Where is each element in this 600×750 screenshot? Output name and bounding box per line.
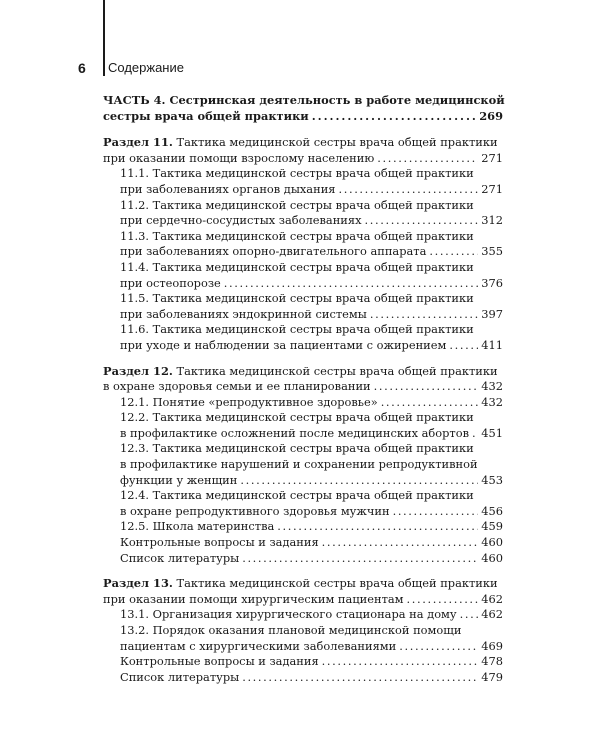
toc-subsection-title-line: 11.6. Тактика медицинской сестры врача общей практики [120, 322, 474, 337]
toc-subsection-title-line: 12.5. Школа материнства [120, 519, 275, 534]
toc-subsection-title-line: при заболеваниях эндокринной системы [120, 306, 367, 321]
toc-subsection-title-line: 11.3. Тактика медицинской сестры врача общей практики [120, 228, 474, 243]
toc-section-title-line1: Тактика медицинской сестры врача общей практики [176, 135, 498, 150]
dot-leader [224, 276, 478, 292]
toc-section-line [103, 576, 503, 592]
dot-leader [472, 426, 478, 442]
toc-page-number: 355 [481, 244, 503, 259]
toc-subsection-entry [103, 519, 503, 535]
toc-subsection-entry [103, 166, 503, 197]
dot-leader [365, 213, 479, 229]
toc-subsection-entry [103, 198, 503, 229]
toc-subsection-title-line: пациентам с хирургическими заболеваниями [120, 638, 397, 653]
toc-subsection-title-line: при уходе и наблюдении за пациентами с ожирением [120, 337, 447, 352]
toc-page-number: 312 [481, 213, 503, 228]
dot-leader [393, 504, 479, 520]
toc-line [120, 307, 503, 323]
toc-subsection-title-line: при остеопорозе [120, 275, 221, 290]
toc-subsection-title-line: 13.1. Организация хирургического стационара на дому [120, 607, 457, 622]
table-of-contents [103, 93, 503, 685]
toc-page-number: 462 [481, 607, 503, 622]
dot-leader [277, 519, 478, 535]
dot-leader [381, 395, 479, 411]
toc-line [120, 276, 503, 292]
toc-line [120, 213, 503, 229]
dot-leader [242, 551, 478, 567]
dot-leader [312, 109, 476, 125]
toc-part-line [103, 93, 503, 109]
toc-part-label: ЧАСТЬ 4. [103, 93, 166, 107]
toc-line [120, 535, 503, 551]
toc-line [120, 182, 503, 198]
toc-subsection-entry [103, 488, 503, 519]
toc-section-title-line2: в охране здоровья семьи и ее планировании [103, 379, 371, 394]
toc-page-number: 269 [479, 108, 503, 123]
toc-subsection-entry [103, 291, 503, 322]
toc-line [120, 639, 503, 655]
toc-subsection-entry [103, 322, 503, 353]
toc-subsection-title-line: 11.5. Тактика медицинской сестры врача общей практики [120, 291, 474, 306]
toc-subsection-title-line: 13.2. Порядок оказания плановой медицинской помощи [120, 623, 462, 637]
toc-subsection-title-line: при сердечно-сосудистых заболеваниях [120, 213, 362, 228]
toc-section-title-line2: при оказании помощи взрослому населению [103, 150, 375, 165]
toc-subsection-title-line: функции у женщин [120, 472, 238, 487]
header-vertical-rule [103, 0, 105, 76]
toc-line [120, 244, 503, 260]
dot-leader [429, 244, 478, 260]
toc-section-line [103, 364, 503, 380]
toc-subsection-entry [103, 395, 503, 411]
toc-part-entry [103, 93, 503, 124]
toc-page-number: 459 [481, 519, 503, 534]
toc-line [120, 473, 503, 489]
toc-part-line [103, 109, 503, 125]
running-title: Содержание [108, 60, 184, 75]
toc-line [120, 395, 503, 411]
toc-page-number: 451 [481, 425, 503, 440]
dot-leader [322, 654, 479, 670]
toc-subsection-entry [103, 441, 503, 488]
toc-subsection-title-line: Контрольные вопросы и задания [120, 535, 319, 550]
toc-page-number: 453 [481, 472, 503, 487]
toc-subsection-title-line: 12.3. Тактика медицинской сестры врача общей практики [120, 441, 474, 456]
toc-subsection-title-line: 12.4. Тактика медицинской сестры врача общей практики [120, 488, 474, 503]
dot-leader [370, 307, 478, 323]
toc-page-number: 456 [481, 503, 503, 518]
toc-subsection-entry [103, 670, 503, 686]
toc-sections [103, 135, 503, 685]
dot-leader [460, 607, 479, 623]
toc-subsection-entry [103, 229, 503, 260]
toc-section-entry [103, 135, 503, 353]
toc-subsection-title-line: 11.4. Тактика медицинской сестры врача общей практики [120, 259, 474, 274]
toc-line [120, 551, 503, 567]
toc-line [120, 338, 503, 354]
toc-subsection-title-line: Список литературы [120, 550, 240, 565]
toc-section-label: Раздел 11. [103, 135, 173, 150]
dot-leader [240, 473, 478, 489]
toc-subsection-title-line: Список литературы [120, 669, 240, 684]
toc-section-entry [103, 364, 503, 567]
toc-subsection-entry [103, 607, 503, 623]
toc-section-label: Раздел 12. [103, 363, 173, 378]
toc-subsection-title-line: при заболеваниях органов дыхания [120, 181, 336, 196]
dot-leader [399, 639, 478, 655]
toc-page-number: 271 [481, 181, 503, 196]
dot-leader [242, 670, 478, 686]
toc-part-title-line2: сестры врача общей практики [103, 108, 309, 123]
toc-section-line [103, 135, 503, 151]
dot-leader [449, 338, 478, 354]
dot-leader [338, 182, 478, 198]
toc-subsection-title-line: 12.1. Понятие «репродуктивное здоровье» [120, 394, 378, 409]
page-number: 6 [78, 60, 86, 76]
toc-subsection-entry [103, 654, 503, 670]
toc-page-number: 460 [481, 550, 503, 565]
toc-section-title-line1: Тактика медицинской сестры врача общей практики [176, 576, 498, 591]
toc-line [120, 607, 503, 623]
dot-leader [407, 592, 479, 608]
toc-subsection-title-line: в профилактике нарушений и сохранении репродуктивной [120, 457, 478, 472]
toc-line [120, 519, 503, 535]
toc-subsection-title-line: 12.2. Тактика медицинской сестры врача общей практики [120, 410, 474, 425]
toc-page-number: 478 [481, 654, 503, 669]
toc-page-number: 462 [481, 591, 503, 606]
toc-line [103, 592, 503, 608]
toc-page-number: 432 [481, 379, 503, 394]
toc-page-number: 432 [481, 394, 503, 409]
toc-part-title-line1: Сестринская деятельность в работе медицинской [169, 93, 505, 107]
toc-subsection-title-line: в охране репродуктивного здоровья мужчин [120, 503, 390, 518]
toc-subsection-entry [103, 551, 503, 567]
toc-subsection-entry [103, 410, 503, 441]
toc-page-number: 397 [481, 306, 503, 321]
toc-line [120, 654, 503, 670]
toc-subsection-entry [103, 260, 503, 291]
toc-subsection-title-line: 11.1. Тактика медицинской сестры врача общей практики [120, 166, 474, 181]
toc-subsection-title-line: 11.2. Тактика медицинской сестры врача общей практики [120, 197, 474, 212]
toc-subsection-title-line: Контрольные вопросы и задания [120, 654, 319, 669]
toc-page-number: 469 [481, 638, 503, 653]
toc-subsection-entry [103, 535, 503, 551]
toc-subsection-entry [103, 623, 503, 654]
toc-section-title-line2: при оказании помощи хирургическим пациентам [103, 591, 404, 606]
toc-page-number: 376 [481, 275, 503, 290]
dot-leader [377, 151, 478, 167]
toc-section-title-line1: Тактика медицинской сестры врача общей практики [176, 363, 498, 378]
toc-line [103, 379, 503, 395]
toc-subsection-title-line: при заболеваниях опорно-двигательного аппарата [120, 244, 427, 259]
toc-line [103, 151, 503, 167]
toc-line [120, 504, 503, 520]
toc-page-number: 479 [481, 669, 503, 684]
toc-page-number: 460 [481, 535, 503, 550]
toc-line [120, 426, 503, 442]
toc-line [120, 670, 503, 686]
toc-subsection-title-line: в профилактике осложнений после медицинских абортов [120, 425, 469, 440]
dot-leader [322, 535, 479, 551]
dot-leader [374, 379, 479, 395]
toc-page-number: 271 [481, 150, 503, 165]
toc-page-number: 411 [481, 337, 503, 352]
toc-section-entry [103, 576, 503, 685]
toc-section-label: Раздел 13. [103, 576, 173, 591]
